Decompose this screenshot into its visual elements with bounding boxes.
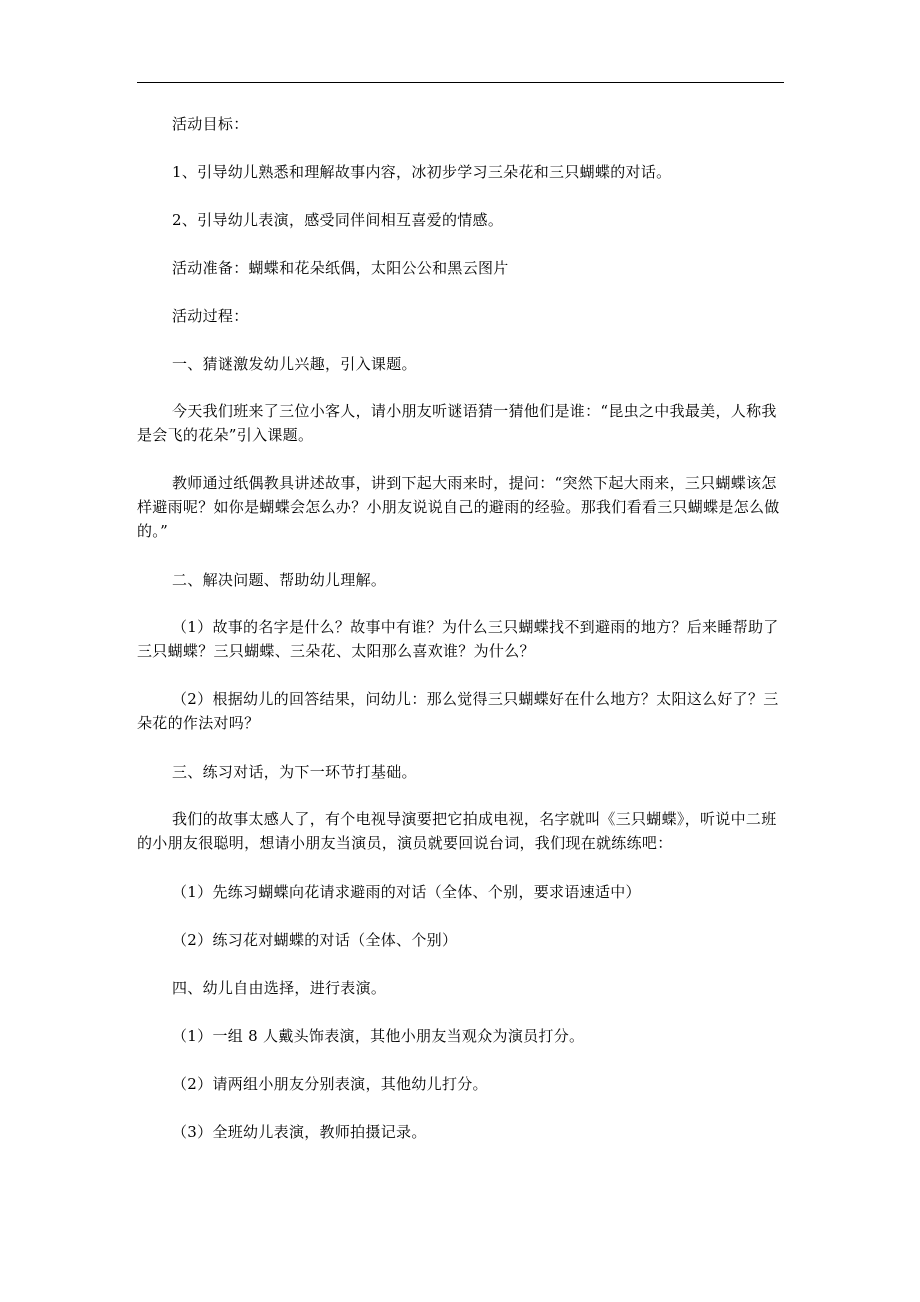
section-3-title: 三、练习对话，为下一环节打基础。: [172, 763, 417, 781]
section-2-item-2: （2）根据幼儿的回答结果，问幼儿：那么觉得三只蝴蝶好在什么地方？太阳这么好了？三朵花的作法对吗？: [137, 690, 779, 732]
section-4-item-2: （2）请两组小朋友分别表演，其他幼儿打分。: [172, 1075, 488, 1093]
section-2-item-1: （1）故事的名字是什么？故事中有谁？为什么三只蝴蝶找不到避雨的地方？后来睡帮助了三只蝴蝶？三只蝴蝶、三朵花、太阳那么喜欢谁？为什么？: [137, 618, 779, 660]
goal-2: 2、引导幼儿表演，感受同伴间相互喜爱的情感。: [172, 211, 504, 229]
heading-goals: 活动目标：: [172, 115, 249, 133]
section-3-paragraph: 我们的故事太感人了，有个电视导演要把它拍成电视，名字就叫《三只蝴蝶》，听说中二班的小朋友很聪明，想请小朋友当演员，演员就要回说台词，我们现在就练练吧：: [137, 810, 777, 852]
section-4-title: 四、幼儿自由选择，进行表演。: [172, 979, 387, 997]
section-1-title: 一、猜谜激发幼儿兴趣，引入课题。: [172, 355, 417, 373]
preparation-line: 活动准备：蝴蝶和花朵纸偶，太阳公公和黑云图片: [172, 259, 509, 277]
heading-process: 活动过程：: [172, 307, 249, 325]
goal-1: 1、引导幼儿熟悉和理解故事内容，冰初步学习三朵花和三只蝴蝶的对话。: [172, 163, 672, 181]
section-1-paragraph-2: 教师通过纸偶教具讲述故事，讲到下起大雨来时，提问：“突然下起大雨来，三只蝴蝶该怎样避雨呢？如你是蝴蝶会怎么办？小朋友说说自己的避雨的经验。那我们看看三只蝴蝶是怎么做的。”: [137, 474, 780, 540]
section-3-item-2: （2）练习花对蝴蝶的对话（全体、个别）: [172, 931, 458, 949]
section-3-item-1: （1）先练习蝴蝶向花请求避雨的对话（全体、个别，要求语速适中）: [172, 883, 641, 901]
section-2-title: 二、解决问题、帮助幼儿理解。: [172, 571, 387, 589]
section-4-item-1: （1）一组 8 人戴头饰表演，其他小朋友当观众为演员打分。: [172, 1027, 585, 1045]
section-4-item-3: （3）全班幼儿表演，教师拍摄记录。: [172, 1123, 427, 1141]
header-rule: [137, 82, 784, 83]
section-1-paragraph-1: 今天我们班来了三位小客人，请小朋友听谜语猜一猜他们是谁：“昆虫之中我最美，人称我是会飞的花朵”引入课题。: [137, 402, 777, 444]
